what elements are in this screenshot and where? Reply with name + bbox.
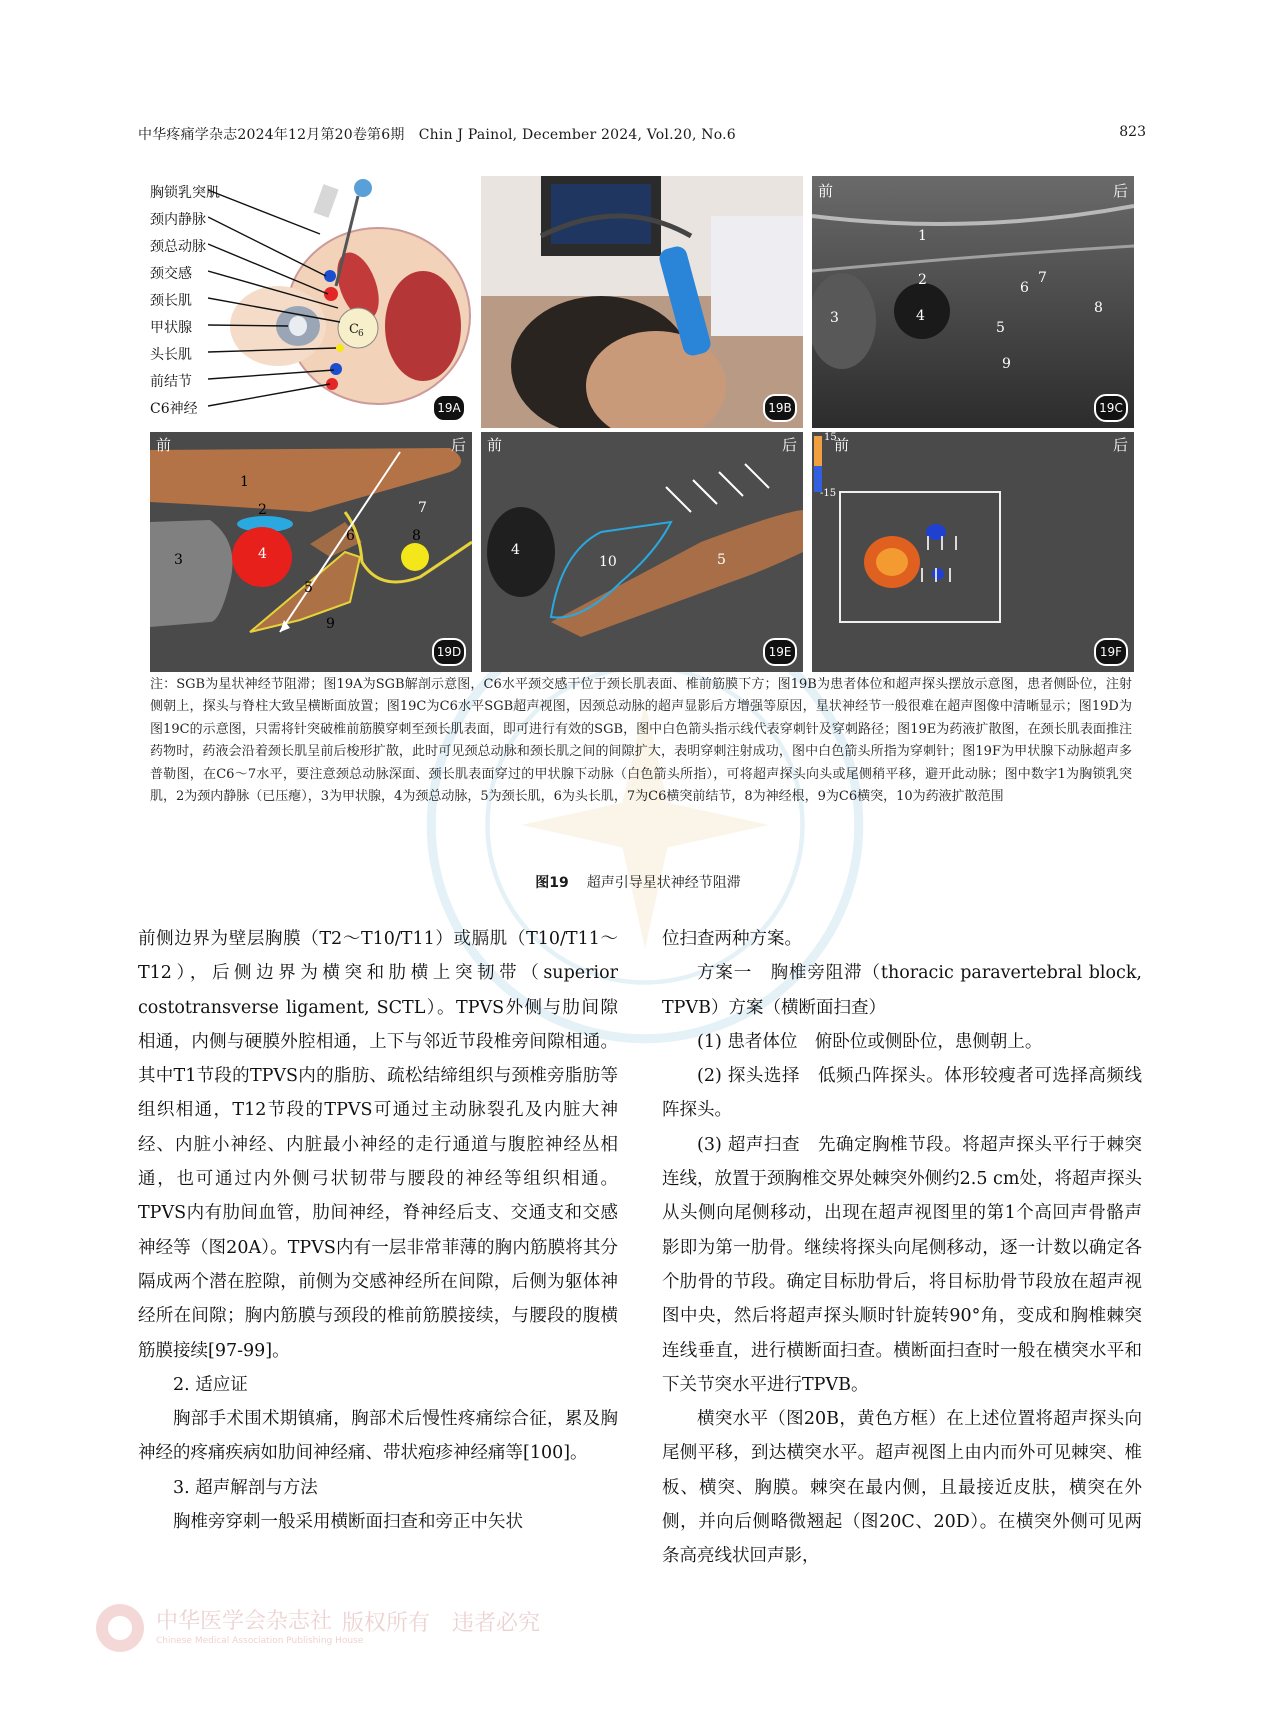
panel-19b-photo — [481, 176, 803, 428]
anatomy-label: 头长肌 — [150, 347, 192, 363]
ultrasound-image — [812, 176, 1134, 428]
figure-title: 超声引导星状神经节阻滞 — [586, 875, 741, 891]
structure-number: 10 — [599, 554, 617, 570]
panel-badge: 19A — [432, 394, 466, 422]
paragraph: 前侧边界为壁层胸膜（T2～T10/T11）或膈肌（T10/T11～T12），后侧边界为横突和肋横上突韧带（superior costotransverse ligament, SCTL）。TPVS外侧与肋间隙相通，内侧与硬膜外腔相通，上下与邻近节段椎旁间隙相通。其中T1节段的TPVS内的脂肪、疏松结缔组织与颈椎旁脂肪等组织相通，T12节段的TPVS可通过主动脉裂孔及内脏大神经、内脏小神经、内脏最小神经的走行通道与腹腔神经丛相通，也可通过内外侧弓状韧带与腰段的神经等组织相通。TPVS内有肋间血管，肋间神经，脊神经后支、交通支和交感神经等（图20A）。TPVS内有一层非常菲薄的胸内筋膜将其分隔成两个潜在腔隙，前侧为交感神经所在间隙，后侧为躯体神经所在间隙；胸内筋膜与颈段的椎前筋膜接续，与腰段的腹横筋膜接续[97-99]。 — [138, 929, 618, 1361]
anatomy-label: 甲状腺 — [150, 320, 192, 336]
structure-number: 3 — [174, 552, 183, 568]
anatomy-label: 颈总动脉 — [150, 239, 206, 255]
structure-number: 1 — [918, 228, 927, 244]
structure-number: 2 — [918, 272, 927, 288]
panel-badge: 19E — [763, 638, 797, 666]
drug-spread-image — [481, 432, 803, 672]
structure-number: 4 — [511, 542, 520, 558]
direction-back: 后 — [450, 436, 466, 454]
direction-front: 前 — [834, 436, 850, 454]
body-right-column — [662, 922, 1142, 1574]
structure-number: 6 — [1020, 280, 1029, 296]
neck-cross-section-illustration — [208, 176, 472, 428]
panel-badge: 19C — [1094, 394, 1128, 422]
publisher-name-en: Chinese Medical Association Publishing House — [156, 1636, 364, 1646]
structure-number: 4 — [916, 308, 925, 324]
paragraph: 方案一 胸椎旁阻滞（thoracic paravertebral block, TPVB）方案（横断面扫查） — [662, 963, 1142, 1018]
panel-19f-doppler — [812, 432, 1134, 672]
publisher-logo-icon — [92, 1600, 148, 1656]
panel-19c-ultrasound — [812, 176, 1134, 428]
direction-front: 前 — [818, 182, 834, 200]
structure-number: 3 — [830, 310, 839, 326]
panel-badge: 19F — [1094, 638, 1128, 666]
journal-header: 中华疼痛学杂志2024年12月第20卷第6期 Chin J Painol, December 2024, Vol.20, No.6 — [138, 127, 736, 143]
structure-number: 5 — [996, 320, 1005, 336]
panel-badge: 19B — [763, 394, 797, 422]
anatomy-label: 颈内静脉 — [150, 212, 206, 228]
structure-number: 4 — [258, 546, 267, 562]
structure-number: 7 — [418, 500, 427, 516]
structure-number: 8 — [412, 528, 421, 544]
direction-front: 前 — [156, 436, 172, 454]
page-number: 823 — [1119, 124, 1146, 140]
paragraph: 胸椎旁穿刺一般采用横断面扫查和旁正中矢状 — [173, 1512, 523, 1533]
figure-label: 图19 — [535, 875, 569, 891]
figure-note: 注：SGB为星状神经节阻滞；图19A为SGB解剖示意图，C6水平颈交感干位于颈长肌表面、椎前筋膜下方；图19B为患者体位和超声探头摆放示意图，患者侧卧位，注射侧朝上，探头与脊柱大致呈横断面放置；图19C为C6水平SGB超声视图，因颈总动脉的超声显影后方增强等原因，星状神经节一般很难在超声图像中清晰显示；图19D为图19C的示意图，只需将针突破椎前筋膜穿刺至颈长肌表面，即可进行有效的SGB，图中白色箭头指示线代表穿刺针及穿刺路径；图19E为药液扩散图，在颈长肌表面推注药物时，药液会沿着颈长肌呈前后梭形扩散，此时可见颈总动脉和颈长肌之间的间隙扩大，表明穿刺注射成功，图中白色箭头所指为穿刺针；图19F为甲状腺下动脉超声多普勒图，在C6～7水平，要注意颈总动脉深面、颈长肌表面穿过的甲状腺下动脉（白色箭头所指），可将超声探头向头或尾侧稍平移，避开此动脉；图中数字1为胸锁乳突肌，2为颈内静脉（已压瘪），3为甲状腺，4为颈总动脉，5为颈长肌，6为头长肌，7为C6横突前结节，8为神经根，9为C6横突，10为药液扩散范围 — [150, 677, 1132, 805]
panel-badge: 19D — [432, 638, 466, 666]
structure-number: 8 — [1094, 300, 1103, 316]
structure-number: 9 — [1002, 356, 1011, 372]
structure-number: 5 — [717, 552, 726, 568]
paragraph: 胸部手术围术期镇痛，胸部术后慢性疼痛综合征，累及胸神经的疼痛疾病如肋间神经痛、带状疱疹神经痛等[100]。 — [138, 1409, 618, 1464]
patient-probe-photo — [481, 176, 803, 428]
section-heading: 3. 超声解剖与方法 — [173, 1477, 318, 1498]
anatomy-label: C6神经 — [150, 401, 198, 417]
structure-number: 6 — [346, 528, 355, 544]
panel-19a-anatomy — [150, 176, 472, 428]
scale-bottom: -15 — [820, 488, 837, 499]
paragraph: 位扫查两种方案。 — [662, 929, 802, 949]
panel-19e-drug-spread — [481, 432, 803, 672]
structure-number: 7 — [1038, 270, 1047, 286]
publisher-name: 中华医学会杂志社 — [156, 1609, 333, 1634]
anatomy-label: 胸锁乳突肌 — [150, 185, 220, 201]
anatomy-label: 颈长肌 — [150, 293, 192, 309]
schematic-overlay — [150, 432, 472, 672]
paragraph: (1) 患者体位 俯卧位或侧卧位，患侧朝上。 — [697, 1031, 1043, 1052]
structure-number: 2 — [258, 502, 267, 518]
direction-front: 前 — [487, 436, 503, 454]
structure-number: 1 — [240, 474, 249, 490]
structure-number: 5 — [304, 580, 313, 596]
panel-19d-schematic — [150, 432, 472, 672]
paragraph: (2) 探头选择 低频凸阵探头。体形较瘦者可选择高频线阵探头。 — [662, 1066, 1142, 1121]
anatomy-label: 颈交感 — [150, 266, 192, 282]
body-left-column — [138, 922, 618, 1539]
doppler-image — [812, 432, 1134, 672]
structure-number: 9 — [326, 616, 335, 632]
figure-caption — [0, 872, 1276, 892]
paragraph: (3) 超声扫查 先确定胸椎节段。将超声探头平行于棘突连线，放置于颈胸椎交界处棘突外侧约2.5 cm处，将超声探头从头侧向尾侧移动，出现在超声视图里的第1个高回声骨骼声影即为第一肋骨。继续将探头向尾侧移动，逐一计数以确定各个肋骨的节段。确定目标肋骨后，将目标肋骨节段放在超声视图中央，然后将超声探头顺时针旋转90°角，变成和胸椎棘突连线垂直，进行横断面扫查。横断面扫查时一般在横突水平和下关节突水平进行TPVB。 — [662, 1134, 1142, 1395]
paragraph: 横突水平（图20B，黄色方框）在上述位置将超声探头向尾侧平移，到达横突水平。超声视图上由内而外可见棘突、椎板、横突、胸膜。棘突在最内侧，且最接近皮肤，横突在外侧，并向后侧略微翘起（图20C、20D）。在横突外侧可见两条高亮线状回声影， — [662, 1409, 1142, 1567]
section-heading: 2. 适应证 — [173, 1374, 248, 1395]
direction-back: 后 — [1112, 182, 1128, 200]
scale-top: 15 — [824, 432, 837, 443]
anatomy-label: 前结节 — [150, 374, 192, 390]
direction-back: 后 — [1112, 436, 1128, 454]
copyright-notice: 版权所有 违者必究 — [342, 1611, 541, 1636]
direction-back: 后 — [781, 436, 797, 454]
publisher-footer — [92, 1600, 592, 1660]
svg-text:C: C — [349, 322, 359, 337]
svg-text:6: 6 — [358, 329, 364, 339]
